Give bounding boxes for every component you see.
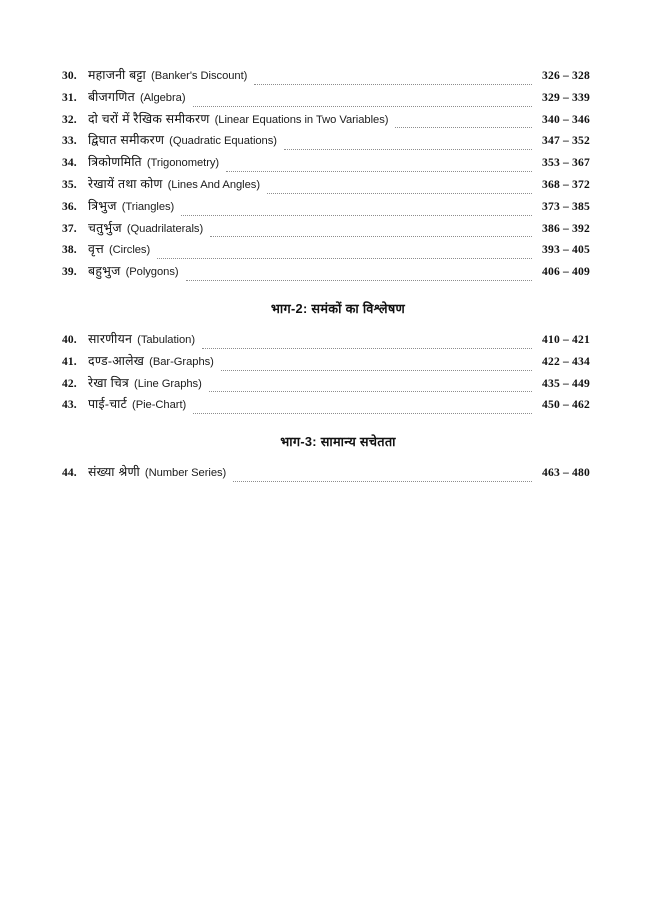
toc-entry-title-hindi: सारणीयन xyxy=(88,331,133,346)
page-to: 367 xyxy=(572,156,590,170)
toc-entry-title-english: (Lines And Angles) xyxy=(167,178,260,191)
toc-entry-title-english: (Number Series) xyxy=(144,467,227,480)
toc-entry-number: 39. xyxy=(62,266,77,279)
page-from: 410 xyxy=(542,332,560,346)
toc-entry-number: 37. xyxy=(62,222,77,235)
toc-entry-number: 30. xyxy=(62,70,77,82)
page-range-dash: – xyxy=(563,265,569,279)
toc-entry-page-range xyxy=(532,178,614,191)
toc-entry[interactable] xyxy=(62,330,614,352)
toc-entry-title xyxy=(88,153,226,170)
toc-entry-title xyxy=(88,240,157,257)
page-range-dash: – xyxy=(563,332,569,346)
page-to: 462 xyxy=(572,398,590,412)
toc-entry-title-english: (Quadratic Equations) xyxy=(169,135,277,148)
toc-entry-title-hindi: संख्या श्रेणी xyxy=(88,465,140,480)
page-from: 406 xyxy=(542,265,560,279)
dot-leader xyxy=(193,413,532,414)
toc-entry-title xyxy=(88,374,209,391)
toc-entry-title-english: (Bar-Graphs) xyxy=(149,355,214,368)
toc-entry-page-range xyxy=(532,265,614,278)
page-from: 435 xyxy=(542,376,560,390)
page-to: 480 xyxy=(572,466,590,480)
toc-entry[interactable] xyxy=(62,463,614,485)
page-to: 449 xyxy=(572,376,590,390)
toc-entry-number: 43. xyxy=(62,399,77,412)
toc-entry-page-range xyxy=(532,243,614,256)
dot-leader xyxy=(221,370,532,371)
page-from: 368 xyxy=(542,177,560,191)
page-from: 393 xyxy=(542,243,560,257)
toc-entry[interactable] xyxy=(62,197,614,219)
toc-entry-title xyxy=(88,330,202,347)
toc-entry-title-hindi: दो चरों में रैखिक समीकरण xyxy=(88,111,210,126)
toc-entry-number: 44. xyxy=(62,467,77,480)
toc-entry-title-hindi: त्रिकोणमिति xyxy=(88,155,142,170)
page-to: 421 xyxy=(572,332,590,346)
toc-entry-page-range xyxy=(532,333,614,346)
toc-entry-title-english: (Linear Equations in Two Variables) xyxy=(214,113,389,126)
page-to: 352 xyxy=(572,134,590,148)
toc-section-heading: भाग-3: सामान्य सचेतता xyxy=(280,434,396,450)
page-range-dash: – xyxy=(563,376,569,390)
toc-entry-number: 41. xyxy=(62,355,77,368)
toc-entry-title-hindi: महाजनी बट्टा xyxy=(88,68,147,82)
page-from: 340 xyxy=(542,112,560,126)
toc-entry[interactable] xyxy=(62,153,614,175)
toc-entry-title-english: (Algebra) xyxy=(139,91,186,104)
dot-leader xyxy=(395,127,532,128)
toc-entry-number: 35. xyxy=(62,178,77,191)
toc-entry-title xyxy=(88,262,186,279)
toc-entry-title-english: (Circles) xyxy=(108,244,151,257)
toc-entry-title-hindi: वृत्त xyxy=(88,242,104,257)
toc-entry-page-range xyxy=(532,466,614,479)
page-range-dash: – xyxy=(563,156,569,170)
toc-entry[interactable] xyxy=(62,66,614,88)
page-to: 405 xyxy=(572,243,590,257)
toc-entry-page-range xyxy=(532,355,614,368)
toc-entry-title xyxy=(88,463,233,480)
toc-entry-title xyxy=(88,131,284,148)
page-from: 463 xyxy=(542,466,560,480)
toc-entry-page-range xyxy=(532,113,614,126)
toc-entry-page-range xyxy=(532,156,614,169)
toc-entry-title xyxy=(88,110,395,127)
toc-entry-page-range xyxy=(532,200,614,213)
toc-entry-number: 42. xyxy=(62,377,77,390)
dot-leader xyxy=(157,258,532,259)
page-from: 329 xyxy=(542,90,560,104)
toc-entry-title xyxy=(88,66,254,83)
toc-entry-page-range xyxy=(532,134,614,147)
dot-leader xyxy=(202,348,532,349)
toc-entry-title-hindi: रेखा चित्र xyxy=(88,375,130,390)
toc-entry[interactable] xyxy=(62,262,614,284)
dot-leader xyxy=(210,236,532,237)
page-range-dash: – xyxy=(563,177,569,191)
toc-entry-title xyxy=(88,219,210,236)
page-range-dash: – xyxy=(563,134,569,148)
dot-leader xyxy=(193,106,533,107)
page-range-dash: – xyxy=(563,112,569,126)
toc-entry-title-hindi: बीजगणित xyxy=(88,89,135,104)
page-range-dash: – xyxy=(563,69,569,82)
toc-entry-title xyxy=(88,197,181,214)
toc-entry-page-range xyxy=(532,69,614,82)
toc-entry-title-english: (Polygons) xyxy=(125,266,179,279)
toc-entry-number: 40. xyxy=(62,333,77,346)
toc-entry-number: 33. xyxy=(62,135,77,148)
page-range-dash: – xyxy=(563,221,569,235)
page-range-dash: – xyxy=(563,398,569,412)
dot-leader xyxy=(186,280,532,281)
toc-entry-number: 38. xyxy=(62,244,77,257)
dot-leader xyxy=(233,481,532,482)
toc-entry-title xyxy=(88,175,267,192)
dot-leader xyxy=(284,149,532,150)
page-to: 392 xyxy=(572,221,590,235)
toc-entry-page-range xyxy=(532,91,614,104)
toc-entry-group xyxy=(62,330,614,417)
toc-entry-number: 34. xyxy=(62,157,77,170)
page-from: 386 xyxy=(542,221,560,235)
toc-entry[interactable] xyxy=(62,110,614,132)
toc-entry[interactable] xyxy=(62,240,614,262)
dot-leader xyxy=(267,193,532,194)
toc-list xyxy=(62,66,614,485)
toc-entry-title-english: (Triangles) xyxy=(121,200,175,213)
page-to: 339 xyxy=(572,90,590,104)
page-from: 422 xyxy=(542,354,560,368)
page-range-dash: – xyxy=(563,199,569,213)
toc-entry[interactable] xyxy=(62,175,614,197)
toc-entry-title-english: (Line Graphs) xyxy=(134,377,202,390)
toc-entry-title-hindi: बहुभुज xyxy=(88,264,121,279)
toc-entry-number: 31. xyxy=(62,91,77,104)
toc-entry-title-hindi: दण्ड-आलेख xyxy=(88,353,145,368)
page-to: 372 xyxy=(572,177,590,191)
dot-leader xyxy=(226,171,532,172)
toc-entry[interactable] xyxy=(62,395,614,417)
page-to: 385 xyxy=(572,199,590,213)
toc-entry-page-range xyxy=(532,398,614,411)
page-from: 347 xyxy=(542,134,560,148)
toc-entry[interactable] xyxy=(62,352,614,374)
toc-entry-group xyxy=(62,463,614,485)
toc-entry-title-english: (Banker's Discount) xyxy=(151,70,248,82)
toc-entry-page-range xyxy=(532,377,614,390)
toc-entry-title xyxy=(88,88,193,105)
dot-leader xyxy=(254,84,532,85)
toc-entry-number: 36. xyxy=(62,200,77,213)
page-range-dash: – xyxy=(563,354,569,368)
toc-entry-title-hindi: द्विघात समीकरण xyxy=(88,133,165,148)
page-to: 434 xyxy=(572,354,590,368)
page-from: 326 xyxy=(542,69,560,82)
page-range-dash: – xyxy=(563,466,569,480)
toc-entry-title-hindi: चतुर्भुज xyxy=(88,220,122,235)
dot-leader xyxy=(209,391,532,392)
toc-entry-title xyxy=(88,352,221,369)
page-from: 373 xyxy=(542,199,560,213)
toc-entry-number: 32. xyxy=(62,113,77,126)
toc-entry-title xyxy=(88,395,193,412)
toc-entry-title-english: (Trigonometry) xyxy=(146,157,220,170)
page-to: 409 xyxy=(572,265,590,279)
page-to: 346 xyxy=(572,112,590,126)
toc-entry-title-english: (Quadrilaterals) xyxy=(126,222,204,235)
toc-entry-title-hindi: पाई-चार्ट xyxy=(88,397,128,412)
toc-entry-page-range xyxy=(532,222,614,235)
toc-entry[interactable] xyxy=(62,131,614,153)
page-range-dash: – xyxy=(563,90,569,104)
toc-entry-title-hindi: रेखायें तथा कोण xyxy=(88,176,163,191)
dot-leader xyxy=(181,215,532,216)
toc-entry-title-english: (Tabulation) xyxy=(137,333,195,346)
page-from: 353 xyxy=(542,156,560,170)
toc-entry[interactable] xyxy=(62,374,614,396)
toc-entry-title-english: (Pie-Chart) xyxy=(132,399,187,412)
toc-entry[interactable] xyxy=(62,88,614,110)
page-to: 328 xyxy=(572,69,590,82)
toc-section-heading: भाग-2: समंकों का विश्लेषण xyxy=(270,300,406,316)
page-from: 450 xyxy=(542,398,560,412)
toc-entry-group xyxy=(62,66,614,284)
page-range-dash: – xyxy=(563,243,569,257)
toc-entry[interactable] xyxy=(62,219,614,241)
toc-entry-title-hindi: त्रिभुज xyxy=(88,198,117,213)
